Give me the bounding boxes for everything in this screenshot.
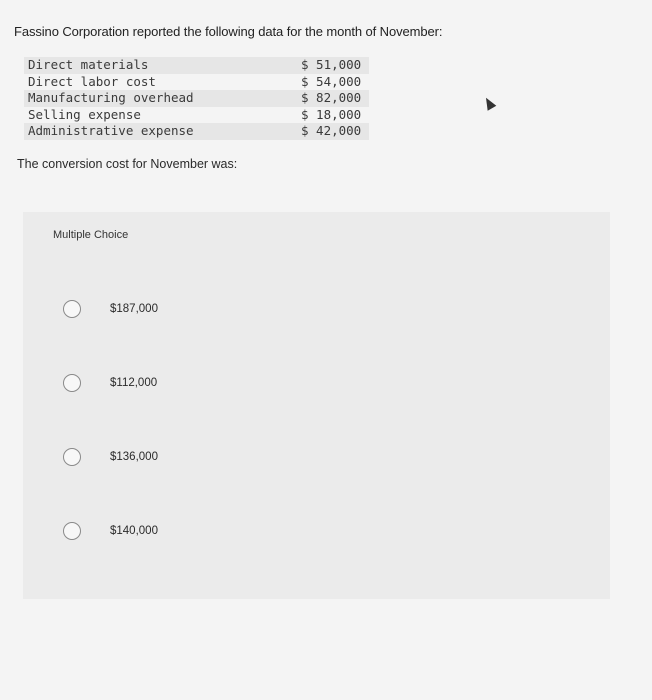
table-row [24, 90, 369, 107]
choice-option-2[interactable] [23, 346, 610, 420]
choice-option-4[interactable] [23, 494, 610, 568]
choice-option-1[interactable] [23, 272, 610, 346]
row-label: Administrative expense [28, 123, 194, 139]
mouse-cursor-icon [482, 95, 497, 110]
options-list [23, 272, 610, 568]
multiple-choice-title: Multiple Choice [53, 229, 129, 241]
table-row [24, 57, 369, 74]
choice-label[interactable]: $140,000 [110, 525, 158, 537]
row-label: Selling expense [28, 106, 141, 122]
row-value: $ 54,000 [301, 73, 362, 89]
radio-button-icon[interactable] [63, 300, 81, 318]
choice-option-3[interactable] [23, 420, 610, 494]
question-text: Fassino Corporation reported the following data for the month of November: [14, 24, 443, 39]
choice-label[interactable]: $187,000 [110, 303, 158, 315]
row-value: $ 51,000 [301, 57, 362, 72]
row-value: $ 18,000 [301, 106, 362, 122]
row-label: Direct materials [28, 57, 149, 72]
row-label: Manufacturing overhead [28, 90, 194, 106]
table-row [24, 107, 369, 124]
choice-label[interactable]: $136,000 [110, 451, 158, 463]
row-label: Direct labor cost [28, 73, 156, 89]
choice-label[interactable]: $112,000 [110, 377, 158, 389]
table-row [24, 123, 369, 140]
row-value: $ 82,000 [301, 90, 362, 106]
row-value: $ 42,000 [301, 123, 362, 139]
multiple-choice-panel [23, 212, 610, 599]
radio-button-icon[interactable] [63, 448, 81, 466]
table-row [24, 74, 369, 91]
radio-button-icon[interactable] [63, 522, 81, 540]
cost-data-table [24, 57, 369, 140]
radio-button-icon[interactable] [63, 374, 81, 392]
prompt-text: The conversion cost for November was: [17, 157, 238, 171]
